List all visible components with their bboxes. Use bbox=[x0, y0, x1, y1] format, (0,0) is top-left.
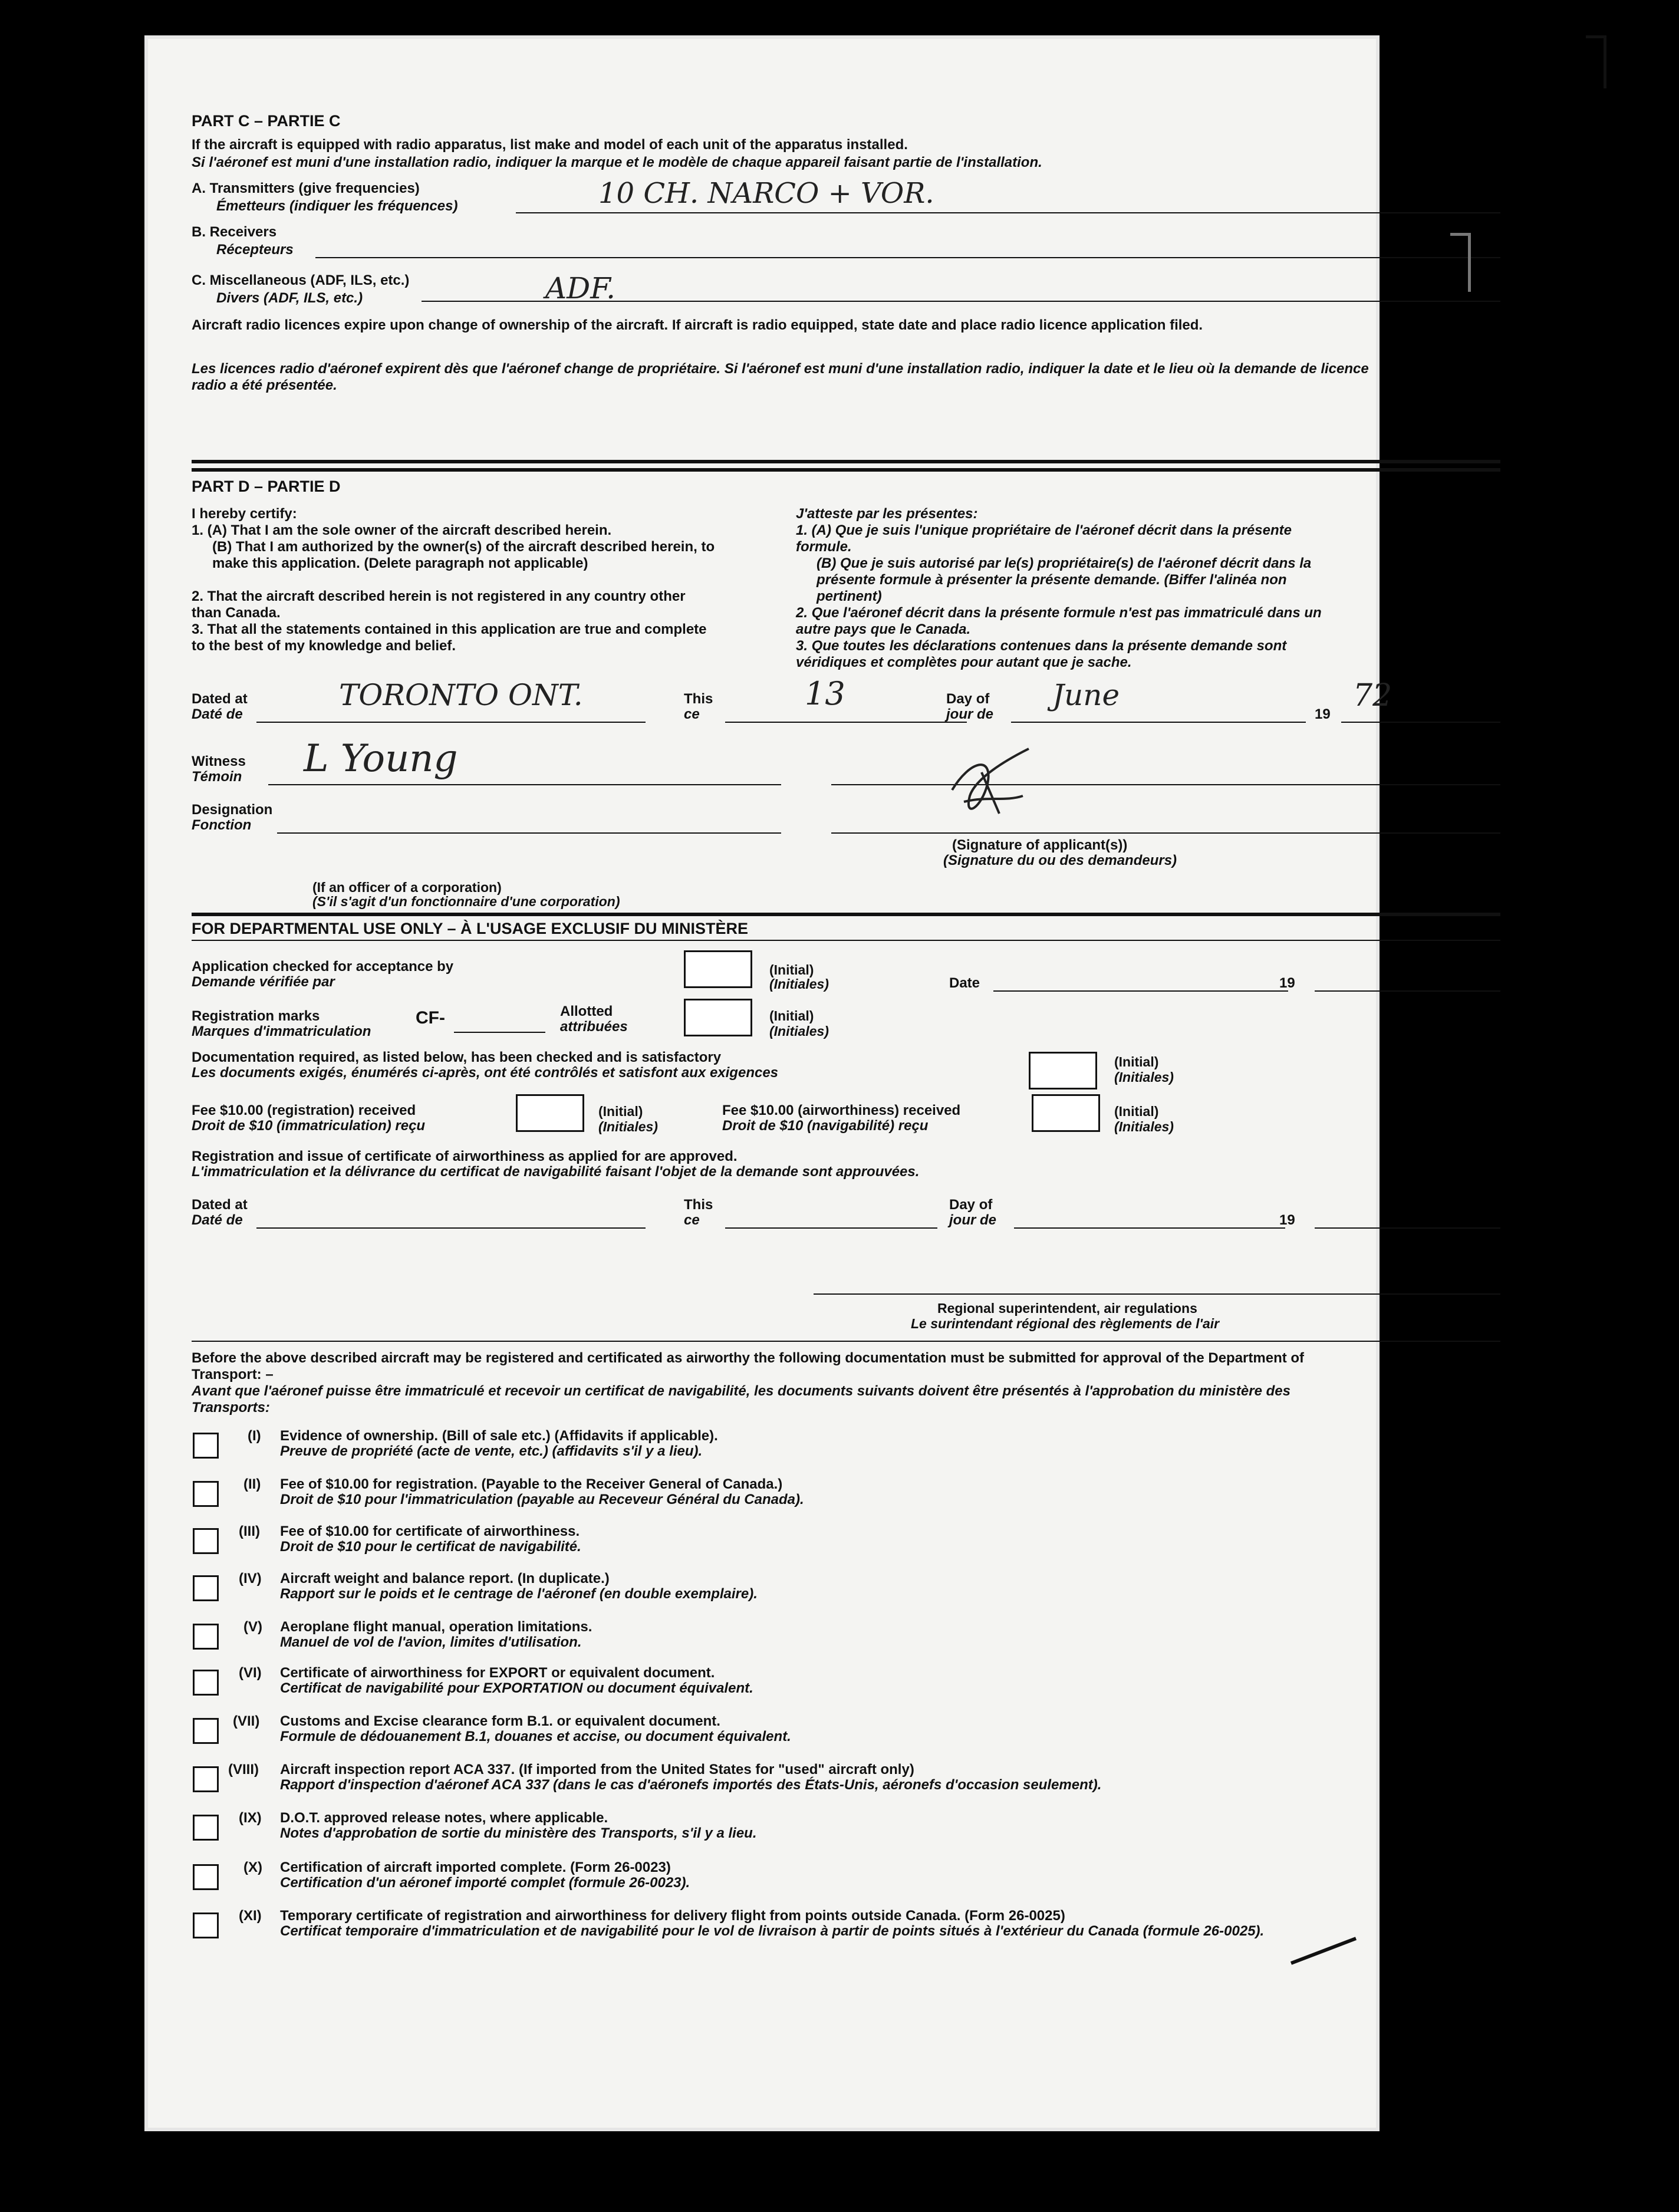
approval-dated-label-fr: Daté de bbox=[192, 1212, 243, 1228]
day-of-label: Day of bbox=[946, 691, 990, 707]
dated-at-value[interactable]: TORONTO ONT. bbox=[339, 678, 583, 712]
allotted-initial-box[interactable] bbox=[684, 999, 752, 1036]
scan-corner-mark bbox=[1604, 35, 1606, 88]
doc-checked-label: Documentation required, as listed below, has been checked and is satisfactory bbox=[192, 1049, 722, 1065]
approval-dated-line bbox=[256, 1227, 646, 1229]
misc-label: C. Miscellaneous (ADF, ILS, etc.) bbox=[192, 272, 410, 288]
radio-licence-note: Aircraft radio licences expire upon change of ownership of the aircraft. If aircraft is radio equipped, state date and place radio licence application filed. bbox=[192, 317, 1203, 333]
doc-checkbox-9[interactable] bbox=[193, 1815, 219, 1841]
date-year-prefix: 19 bbox=[1279, 975, 1295, 991]
approved-label-fr: L'immatriculation et la délivrance du certificat de navigabilité faisant l'objet de la demande sont approuvées. bbox=[192, 1164, 920, 1180]
superintendent-caption-fr: Le surintendant régional des règlements de l'air bbox=[911, 1316, 1220, 1331]
reg-marks-line bbox=[454, 1032, 545, 1033]
doc-item-en: Evidence of ownership. (Bill of sale etc.) (Affidavits if applicable). bbox=[280, 1428, 718, 1444]
month-value[interactable]: June bbox=[1052, 678, 1120, 712]
doc-checkbox-4[interactable] bbox=[193, 1575, 219, 1601]
doc-item-num: (III) bbox=[239, 1523, 260, 1539]
year-prefix: 19 bbox=[1315, 706, 1331, 722]
transmitters-label: A. Transmitters (give frequencies) bbox=[192, 180, 420, 196]
day-line bbox=[725, 722, 967, 723]
pen-mark bbox=[1288, 1934, 1359, 1969]
doc-item-fr: Formule de dédouanement B.1, douanes et accise, ou document équivalent. bbox=[280, 1729, 791, 1744]
approval-day-line bbox=[725, 1227, 937, 1229]
this-label: This bbox=[684, 691, 713, 707]
date-year-line bbox=[1315, 990, 1500, 992]
approval-this-label: This bbox=[684, 1197, 713, 1213]
scan-corner-mark bbox=[1450, 233, 1470, 236]
designation-label-fr: Fonction bbox=[192, 817, 252, 833]
approval-month-line bbox=[1014, 1227, 1285, 1229]
dated-at-line bbox=[256, 722, 646, 723]
this-label-fr: ce bbox=[684, 706, 700, 722]
approval-day-of-label-fr: jour de bbox=[949, 1212, 997, 1228]
checked-label-fr: Demande vérifiée par bbox=[192, 974, 335, 990]
receivers-label: B. Receivers bbox=[192, 224, 277, 240]
doc-item-en: Aircraft inspection report ACA 337. (If imported from the United States for "used" aircraft only) bbox=[280, 1762, 914, 1778]
reg-marks-label-fr: Marques d'immatriculation bbox=[192, 1023, 371, 1039]
initial-label-fr: (Initiales) bbox=[1114, 1069, 1174, 1085]
form-page bbox=[144, 35, 1392, 2131]
approval-day-of-label: Day of bbox=[949, 1197, 993, 1213]
doc-item-fr: Manuel de vol de l'avion, limites d'utilisation. bbox=[280, 1634, 582, 1650]
doc-item-en: Fee of $10.00 for certificate of airworthiness. bbox=[280, 1523, 580, 1539]
doc-item-fr: Preuve de propriété (acte de vente, etc.) (affidavits s'il y a lieu). bbox=[280, 1443, 703, 1459]
year-value[interactable]: 72 bbox=[1353, 678, 1392, 713]
cert-item-1a-fr: 1. (A) Que je suis l'unique propriétaire de l'aéronef décrit dans la présente formule. bbox=[796, 522, 1292, 555]
doc-item-fr: Rapport sur le poids et le centrage de l'aéronef (en double exemplaire). bbox=[280, 1586, 758, 1602]
reg-marks-label: Registration marks bbox=[192, 1008, 320, 1024]
doc-item-num: (VI) bbox=[239, 1665, 262, 1681]
part-d-title: PART D – PARTIE D bbox=[192, 478, 341, 495]
doc-item-num: (IV) bbox=[239, 1571, 262, 1586]
scan-corner-mark bbox=[1586, 35, 1606, 38]
transmitters-value[interactable]: 10 CH. NARCO + VOR. bbox=[598, 177, 934, 210]
doc-item-en: Certificate of airworthiness for EXPORT or equivalent document. bbox=[280, 1665, 715, 1681]
signature-line-2 bbox=[831, 832, 1500, 834]
certify-en: I hereby certify: bbox=[192, 506, 297, 522]
dept-title-underline bbox=[192, 940, 1500, 941]
doc-checkbox-11[interactable] bbox=[193, 1913, 219, 1938]
doc-item-en: Aircraft weight and balance report. (In duplicate.) bbox=[280, 1571, 610, 1586]
doc-item-num: (X) bbox=[243, 1859, 262, 1875]
doc-item-num: (VII) bbox=[233, 1713, 260, 1729]
cert-item-1a: 1. (A) That I am the sole owner of the aircraft described herein. bbox=[192, 522, 612, 538]
applicant-signature[interactable] bbox=[929, 737, 1046, 825]
fee-reg-initial-box[interactable] bbox=[516, 1094, 584, 1132]
approval-dated-label: Dated at bbox=[192, 1197, 248, 1213]
doc-item-fr: Droit de $10 pour le certificat de navigabilité. bbox=[280, 1539, 581, 1555]
section-divider bbox=[192, 468, 1500, 472]
doc-item-fr: Rapport d'inspection d'aéronef ACA 337 (dans le cas d'aéronefs importés des États-Unis, aéronefs d'occasion seulement). bbox=[280, 1777, 1102, 1793]
officer-caption-fr: (S'il s'agit d'un fonctionnaire d'une corporation) bbox=[312, 894, 620, 909]
doc-item-num: (XI) bbox=[239, 1908, 262, 1924]
receivers-line bbox=[315, 257, 1500, 258]
signature-caption: (Signature of applicant(s)) bbox=[952, 837, 1128, 853]
doc-checked-label-fr: Les documents exigés, énumérés ci-après, ont été contrôlés et satisfont aux exigences bbox=[192, 1065, 779, 1081]
cert-item-1b-fr: (B) Que je suis autorisé par le(s) propriétaire(s) de l'aéronef décrit dans la présente formule à présenter la présente demande. (Biffer l'alinéa non pertinent) bbox=[817, 555, 1312, 604]
checked-label: Application checked for acceptance by bbox=[192, 959, 454, 975]
docs-intro: Before the above described aircraft may be registered and certificated as airworthy the following documentation must be submitted for approval of the Department of Transport: – bbox=[192, 1350, 1305, 1382]
transmitters-label-fr: Émetteurs (indiquer les fréquences) bbox=[216, 198, 458, 214]
doc-item-en: Temporary certificate of registration and airworthiness for delivery flight from points outside Canada. (Form 26-0025) bbox=[280, 1908, 1065, 1924]
witness-line bbox=[268, 784, 781, 785]
initial-label: (Initial) bbox=[1114, 1104, 1159, 1119]
allotted-label-fr: attribuées bbox=[560, 1019, 628, 1035]
signature-caption-fr: (Signature du ou des demandeurs) bbox=[943, 852, 1177, 868]
dept-title: FOR DEPARTMENTAL USE ONLY – À L'USAGE EXCLUSIF DU MINISTÈRE bbox=[192, 920, 749, 937]
radio-licence-note-fr: Les licences radio d'aéronef expirent dès que l'aéronef change de propriétaire. Si l'aéronef est muni d'une installation radio, indiquer la date et le lieu où la demande de licence radio a été présentée. bbox=[192, 361, 1369, 393]
doc-item-en: Fee of $10.00 for registration. (Payable to the Receiver General of Canada.) bbox=[280, 1476, 783, 1492]
initial-label-fr: (Initiales) bbox=[769, 976, 829, 992]
section-divider bbox=[192, 460, 1500, 463]
approved-label: Registration and issue of certificate of airworthiness as applied for are approved. bbox=[192, 1148, 738, 1164]
cert-item-3-fr: 3. Que toutes les déclarations contenues dans la présente demande sont véridiques et complètes pour autant que je sache. bbox=[796, 638, 1287, 670]
doc-item-num: (I) bbox=[248, 1428, 261, 1444]
cert-item-3: 3. That all the statements contained in this application are true and complete to the best of my knowledge and belief. bbox=[192, 621, 707, 654]
doc-item-num: (V) bbox=[243, 1619, 262, 1635]
doc-checkbox-2[interactable] bbox=[193, 1481, 219, 1507]
fee-air-initial-box[interactable] bbox=[1032, 1094, 1100, 1132]
approval-this-label-fr: ce bbox=[684, 1212, 700, 1228]
day-of-label-fr: jour de bbox=[946, 706, 994, 722]
cert-item-1b: (B) That I am authorized by the owner(s) of the aircraft described herein, to make this application. (Delete paragraph not applicable) bbox=[212, 539, 715, 571]
section-divider bbox=[192, 913, 1500, 916]
fee-air-label: Fee $10.00 (airworthiness) received bbox=[722, 1102, 961, 1118]
designation-label: Designation bbox=[192, 802, 273, 818]
checked-initial-box[interactable] bbox=[684, 950, 752, 988]
doc-item-num: (VIII) bbox=[228, 1762, 259, 1778]
fee-reg-label-fr: Droit de $10 (immatriculation) reçu bbox=[192, 1118, 426, 1134]
misc-value[interactable]: ADF. bbox=[545, 271, 615, 305]
cert-item-2-fr: 2. Que l'aéronef décrit dans la présente formule n'est pas immatriculé dans un autre pays que le Canada. bbox=[796, 605, 1322, 637]
doc-item-fr: Droit de $10 pour l'immatriculation (payable au Receveur Général du Canada). bbox=[280, 1492, 804, 1507]
fee-air-label-fr: Droit de $10 (navigabilité) reçu bbox=[722, 1118, 929, 1134]
doc-item-num: (IX) bbox=[239, 1810, 262, 1826]
doc-item-en: Customs and Excise clearance form B.1. or equivalent document. bbox=[280, 1713, 720, 1729]
docs-intro-fr: Avant que l'aéronef puisse être immatriculé et recevoir un certificat de navigabilité, les documents suivants doivent être présentés à l'approbation du ministère des Transports: bbox=[192, 1383, 1290, 1416]
doc-checkbox-10[interactable] bbox=[193, 1864, 219, 1890]
initial-label: (Initial) bbox=[1114, 1054, 1159, 1069]
part-c-intro-en: If the aircraft is equipped with radio apparatus, list make and model of each unit of the apparatus installed. bbox=[192, 137, 908, 153]
doc-item-fr: Notes d'approbation de sortie du ministère des Transports, s'il y a lieu. bbox=[280, 1825, 757, 1841]
part-c-intro-fr: Si l'aéronef est muni d'une installation radio, indiquer la marque et le modèle de chaque appareil faisant partie de l'installation. bbox=[192, 154, 1042, 170]
approval-year-prefix: 19 bbox=[1279, 1212, 1295, 1228]
doc-checkbox-6[interactable] bbox=[193, 1670, 219, 1696]
witness-label: Witness bbox=[192, 753, 246, 769]
month-line bbox=[1011, 722, 1306, 723]
cf-prefix: CF- bbox=[416, 1008, 445, 1028]
fee-reg-label: Fee $10.00 (registration) received bbox=[192, 1102, 416, 1118]
doc-item-en: Certification of aircraft imported complete. (Form 26-0023) bbox=[280, 1859, 671, 1875]
designation-line bbox=[277, 832, 781, 834]
doc-checkbox-3[interactable] bbox=[193, 1528, 219, 1554]
doc-item-num: (II) bbox=[243, 1476, 261, 1492]
misc-label-fr: Divers (ADF, ILS, etc.) bbox=[216, 290, 363, 306]
doc-checkbox-8[interactable] bbox=[193, 1766, 219, 1792]
witness-signature[interactable]: L Young bbox=[304, 737, 458, 781]
date-line bbox=[993, 990, 1288, 992]
dated-at-label: Dated at bbox=[192, 691, 248, 707]
doc-checkbox-5[interactable] bbox=[193, 1624, 219, 1650]
doc-initial-box[interactable] bbox=[1029, 1052, 1097, 1089]
initial-label: (Initial) bbox=[769, 962, 814, 977]
initial-label-fr: (Initiales) bbox=[598, 1119, 658, 1134]
day-value[interactable]: 13 bbox=[805, 675, 845, 712]
dated-at-label-fr: Daté de bbox=[192, 706, 243, 722]
doc-checkbox-7[interactable] bbox=[193, 1718, 219, 1744]
initial-label: (Initial) bbox=[769, 1008, 814, 1023]
part-c-title: PART C – PARTIE C bbox=[192, 112, 341, 130]
superintendent-line bbox=[814, 1293, 1500, 1295]
doc-checkbox-1[interactable] bbox=[193, 1433, 219, 1459]
officer-caption: (If an officer of a corporation) bbox=[312, 880, 502, 895]
scan-corner-mark bbox=[1468, 233, 1471, 292]
date-label: Date bbox=[949, 975, 980, 991]
allotted-label: Allotted bbox=[560, 1003, 613, 1019]
doc-item-en: Aeroplane flight manual, operation limitations. bbox=[280, 1619, 592, 1635]
receivers-label-fr: Récepteurs bbox=[216, 242, 294, 258]
year-line bbox=[1341, 722, 1500, 723]
section-divider bbox=[192, 1341, 1500, 1342]
doc-item-en: D.O.T. approved release notes, where applicable. bbox=[280, 1810, 608, 1826]
approval-year-line bbox=[1315, 1227, 1500, 1229]
initial-label-fr: (Initiales) bbox=[1114, 1119, 1174, 1134]
doc-item-fr: Certificat de navigabilité pour EXPORTATION ou document équivalent. bbox=[280, 1680, 753, 1696]
doc-item-fr: Certification d'un aéronef importé complet (formule 26-0023). bbox=[280, 1875, 690, 1891]
superintendent-caption: Regional superintendent, air regulations bbox=[937, 1301, 1197, 1316]
doc-item-fr: Certificat temporaire d'immatriculation et de navigabilité pour le vol de livraison à partir de points situés à l'extérieur du Canada (formule 26-0025). bbox=[280, 1923, 1265, 1939]
initial-label: (Initial) bbox=[598, 1104, 643, 1119]
witness-label-fr: Témoin bbox=[192, 769, 242, 785]
certify-fr: J'atteste par les présentes: bbox=[796, 506, 978, 522]
cert-item-2: 2. That the aircraft described herein is not registered in any country other than Canada. bbox=[192, 588, 686, 621]
initial-label-fr: (Initiales) bbox=[769, 1023, 829, 1039]
transmitters-line bbox=[516, 212, 1500, 213]
